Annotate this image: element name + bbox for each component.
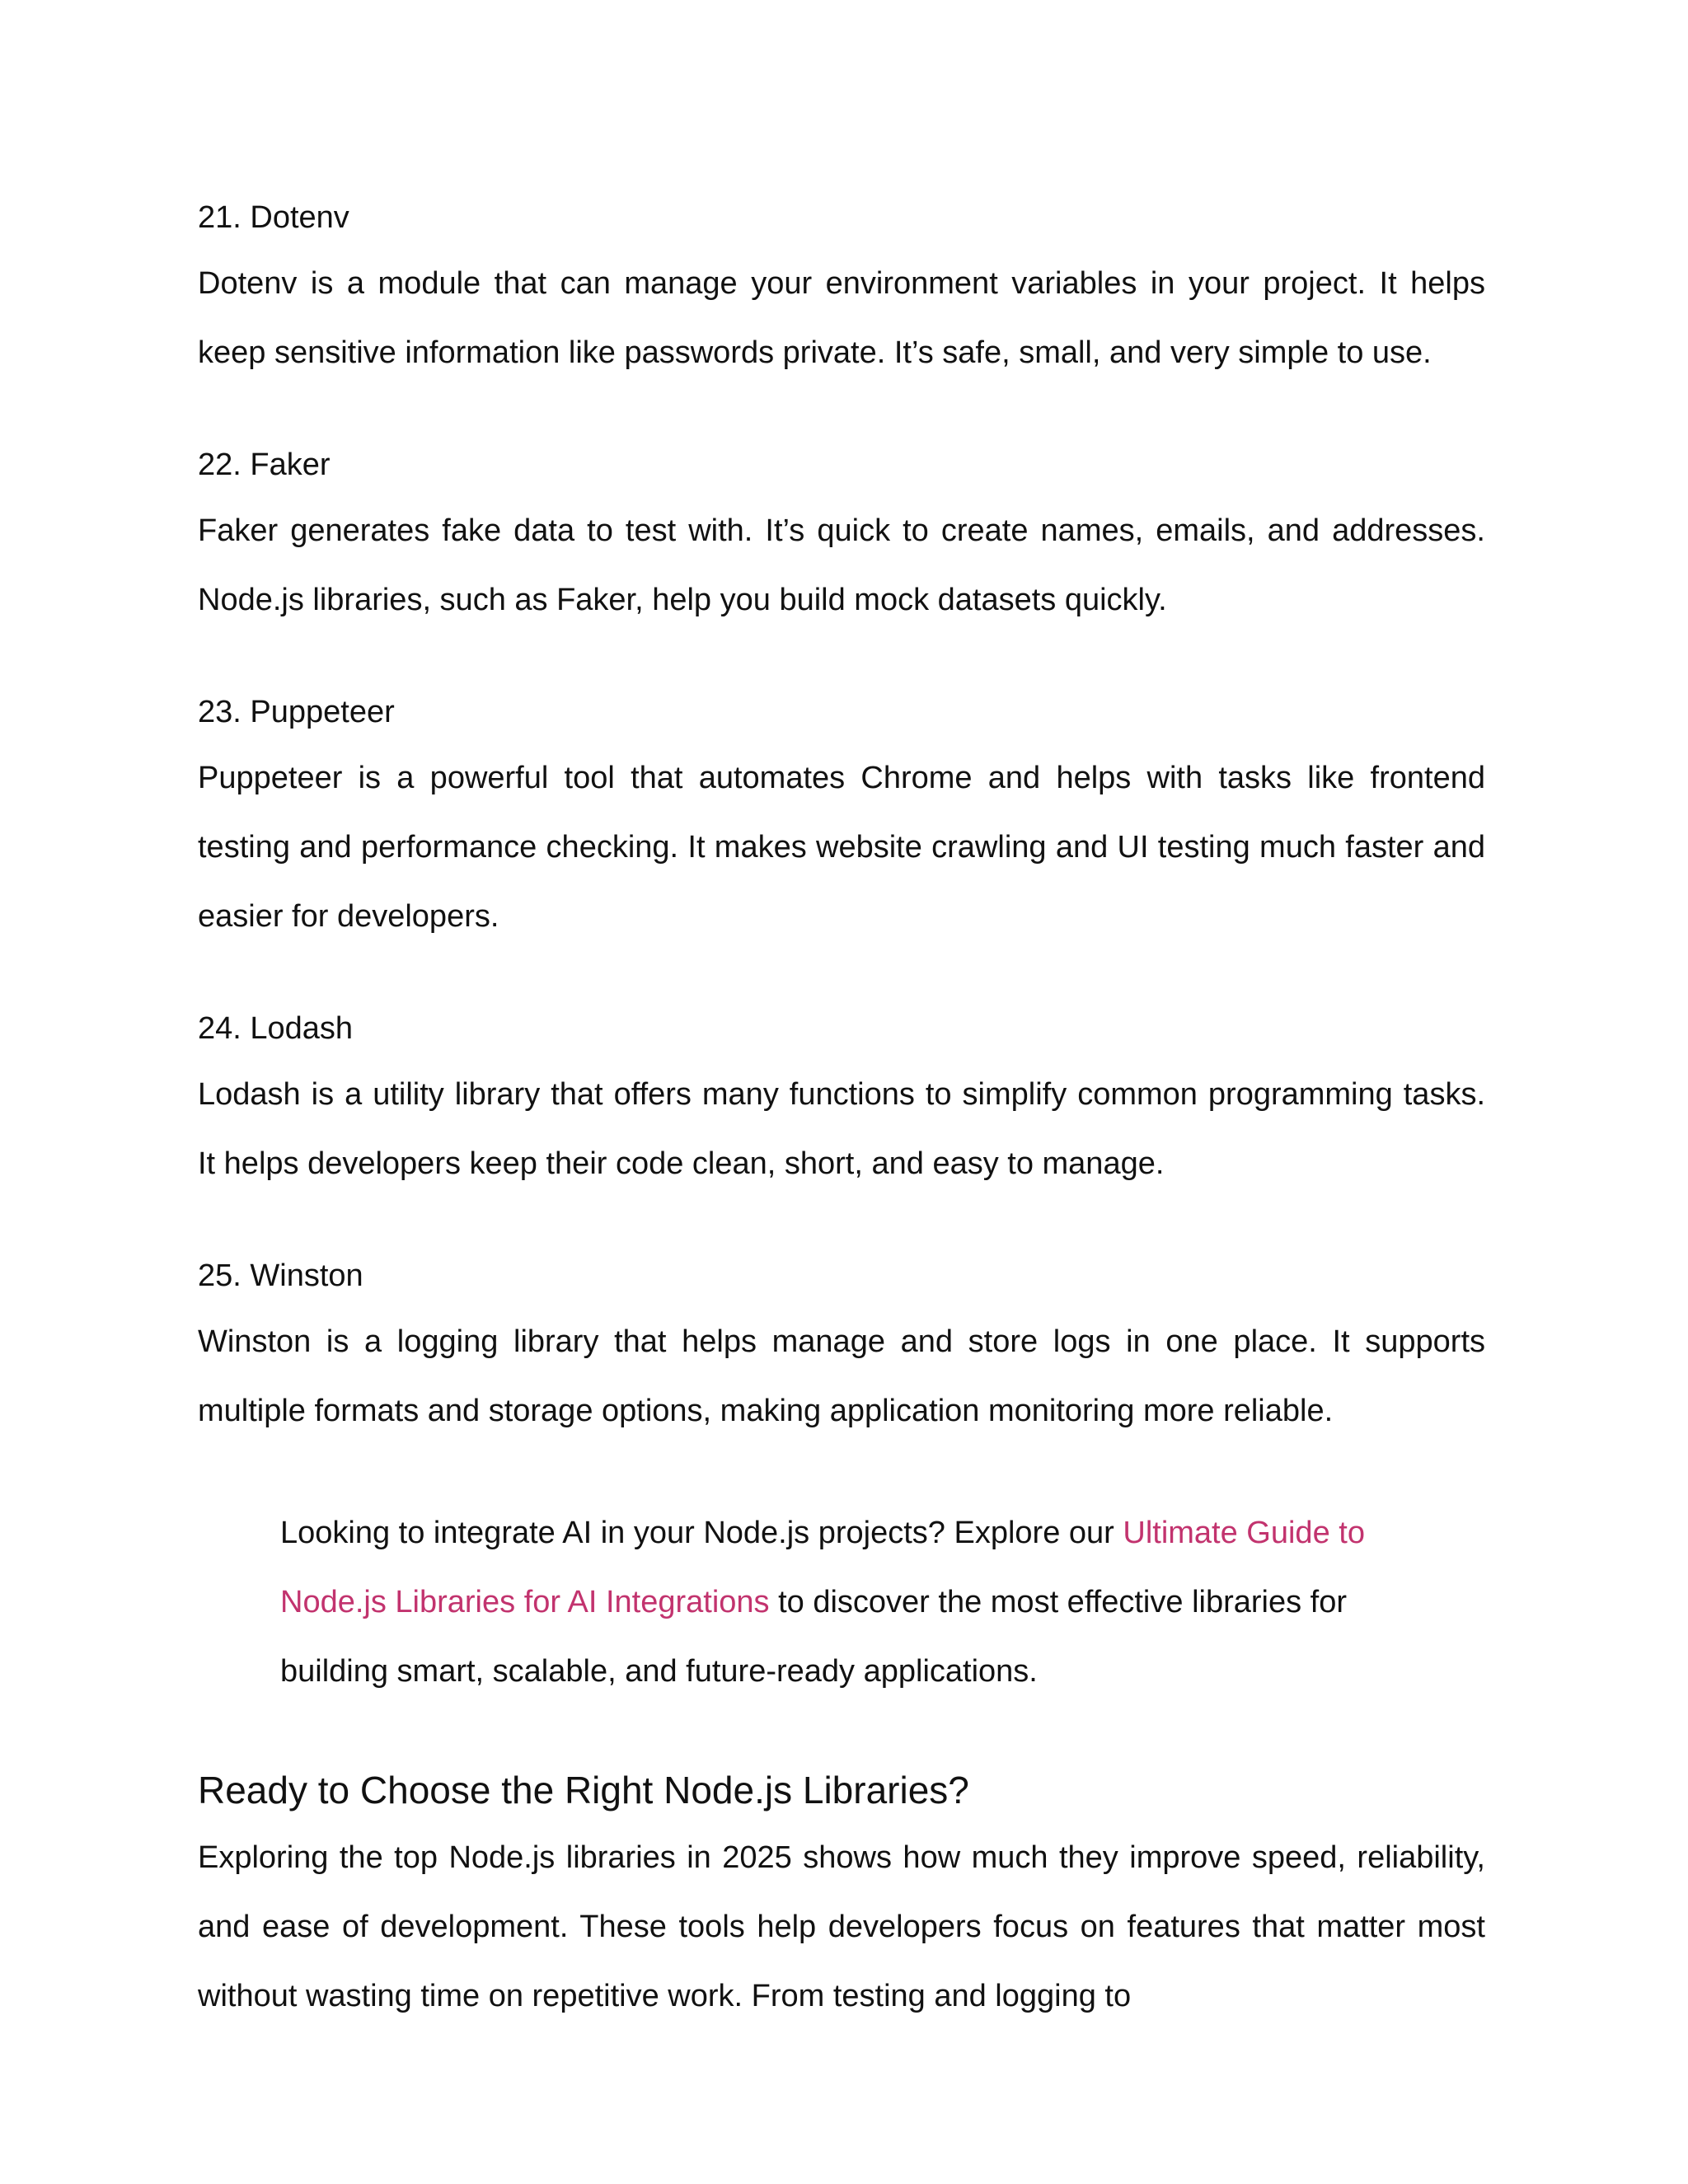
library-description-lodash: Lodash is a utility library that offers many functions to simplify common programming tasks. It helps developers keep their code clean, short, and easy to manage. <box>198 1077 1485 1181</box>
document-page <box>198 198 1485 2031</box>
library-title-winston: 25. Winston <box>198 1258 363 1293</box>
ai-guide-link[interactable]: Ultimate Guide to Node.js Libraries for AI Integrations <box>280 1516 1365 1619</box>
ai-guide-callout <box>280 1498 1376 1706</box>
library-section-faker <box>198 445 1485 635</box>
library-section-lodash <box>198 1009 1485 1198</box>
library-description-faker: Faker generates fake data to test with. It’s quick to create names, emails, and addresses. Node.js libraries, such as Faker, help you build mock datasets quickly. <box>198 513 1485 617</box>
conclusion-heading: Ready to Choose the Right Node.js Libraries? <box>198 1769 969 1811</box>
library-description-winston: Winston is a logging library that helps manage and store logs in one place. It supports multiple formats and storage options, making application monitoring more reliable. <box>198 1324 1485 1428</box>
library-section-winston <box>198 1256 1485 1446</box>
library-title-dotenv: 21. Dotenv <box>198 200 349 235</box>
library-description-dotenv: Dotenv is a module that can manage your environment variables in your project. It helps keep sensitive information like passwords private. It’s safe, small, and very simple to use. <box>198 266 1485 370</box>
callout-text-after: to discover the most effective libraries for building smart, scalable, and future-ready applications. <box>280 1585 1348 1689</box>
library-description-puppeteer: Puppeteer is a powerful tool that automates Chrome and helps with tasks like frontend testing and performance checking. It makes website crawling and UI testing much faster and easier for developers. <box>198 761 1485 934</box>
library-section-puppeteer <box>198 692 1485 951</box>
library-title-lodash: 24. Lodash <box>198 1011 354 1046</box>
conclusion-paragraph: Exploring the top Node.js libraries in 2025 shows how much they improve speed, reliability, and ease of development. These tools help developers focus on features that matter most without wasting time on repetitive work. From testing and logging to <box>198 1840 1485 2013</box>
library-section-dotenv <box>198 198 1485 387</box>
library-title-puppeteer: 23. Puppeteer <box>198 695 395 729</box>
callout-text-before: Looking to integrate AI in your Node.js projects? Explore our <box>280 1516 1123 1550</box>
library-title-faker: 22. Faker <box>198 448 331 482</box>
